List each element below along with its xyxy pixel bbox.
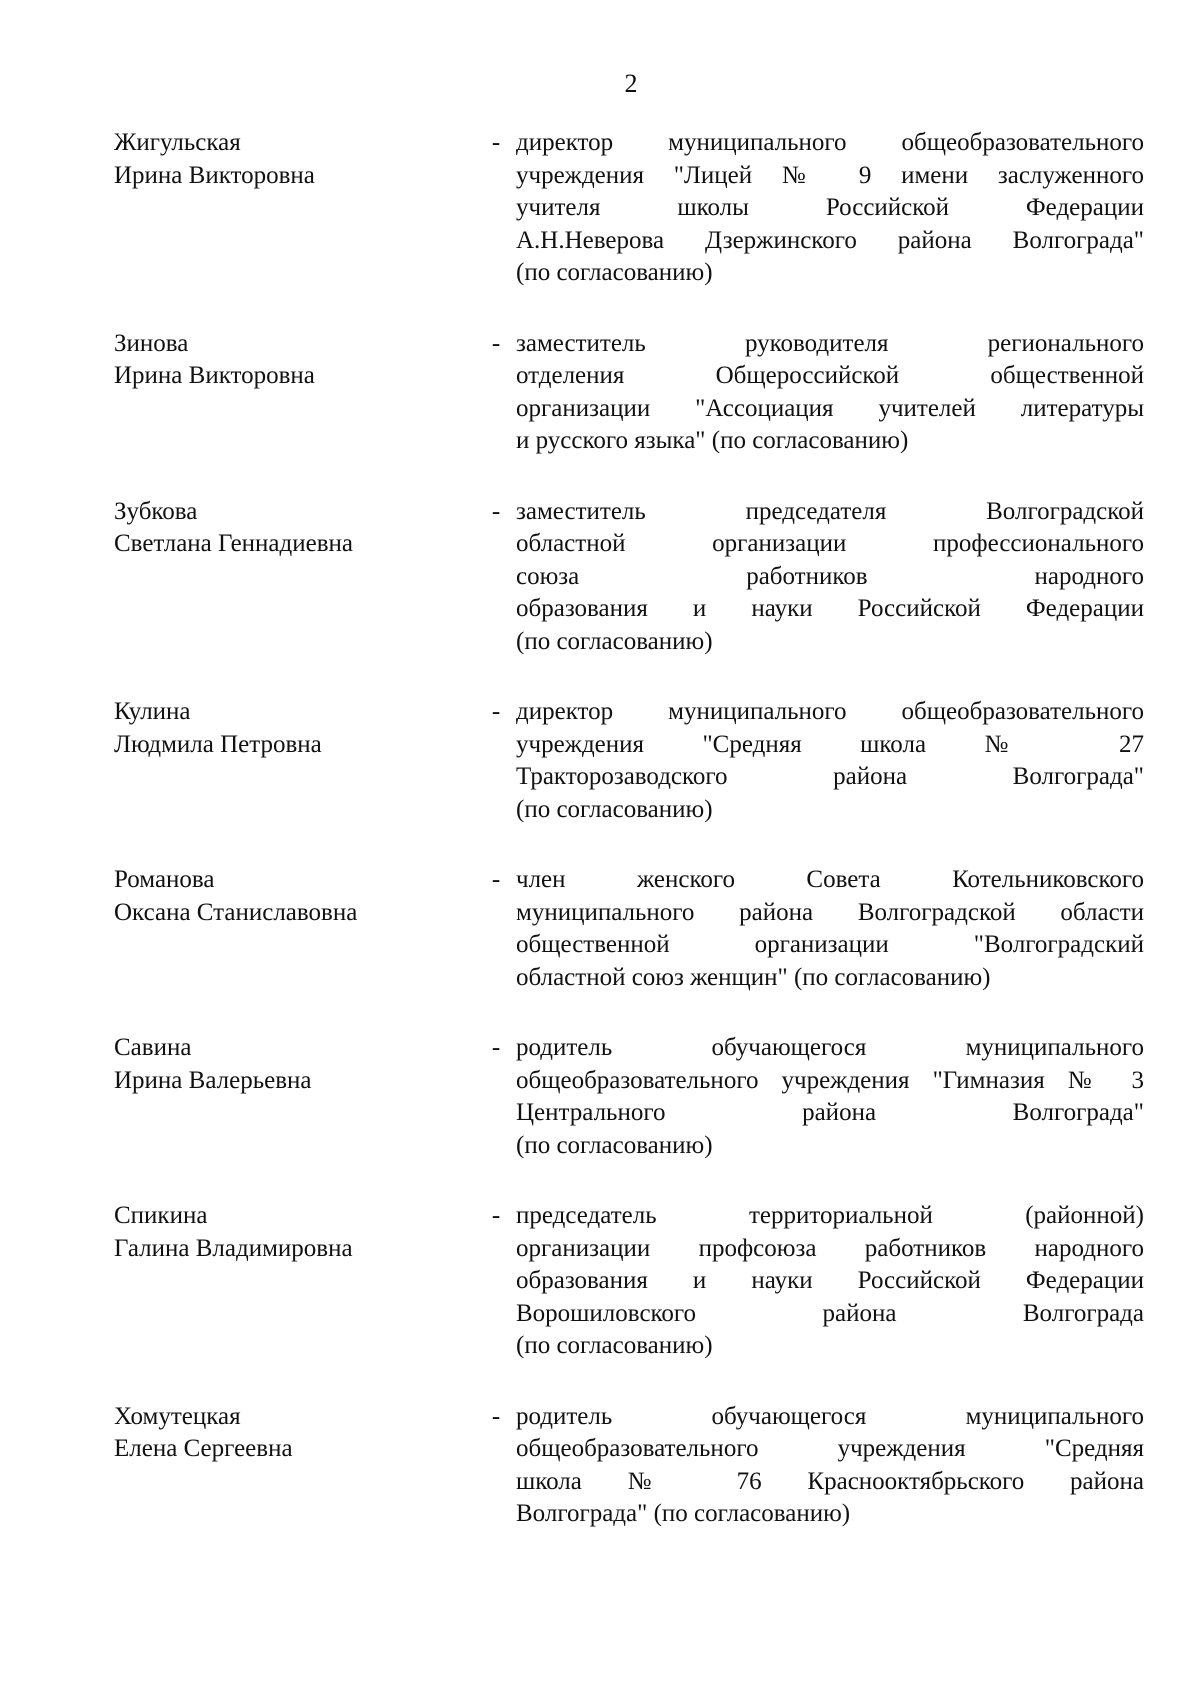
member-name	[114, 328, 476, 458]
member-surname: Жигульская	[114, 129, 241, 156]
position-line: заместитель председателя Волгоградской	[516, 497, 1144, 525]
member-name	[114, 1032, 476, 1162]
position-line: и русского языка" (по согласованию)	[516, 427, 909, 454]
member-position	[516, 1032, 1144, 1162]
member-entry	[114, 864, 1144, 994]
member-given-names: Оксана Станиславовна	[114, 898, 358, 926]
page-number: 2	[624, 69, 638, 98]
position-line: образования и науки Российской Федерации	[516, 595, 1144, 622]
member-position	[516, 1401, 1144, 1531]
position-line: учреждения "Лицей № 9 имени заслуженного	[516, 161, 1144, 189]
separator-dash: -	[491, 497, 501, 525]
member-entry	[114, 328, 1144, 458]
separator-dash: -	[491, 1402, 501, 1430]
member-given-names: Ирина Валерьевна	[114, 1066, 312, 1094]
position-line: учителя школы Российской Федерации	[516, 194, 1144, 221]
position-line: организации "Ассоциация учителей литературы	[516, 394, 1144, 422]
position-line: организации профсоюза работников народного	[516, 1234, 1144, 1262]
position-line: общеобразовательного учреждения "Средняя	[516, 1435, 1144, 1462]
position-line: (по согласованию)	[516, 1131, 713, 1159]
member-entry	[114, 1200, 1144, 1363]
member-name	[114, 696, 476, 826]
member-entry	[114, 127, 1144, 290]
position-line: Ворошиловского района Волгограда	[516, 1299, 1144, 1327]
position-line: (по согласованию)	[516, 627, 713, 655]
position-line: муниципального района Волгоградской области	[516, 898, 1144, 926]
member-given-names: Галина Владимировна	[114, 1234, 353, 1262]
position-line: А.Н.Неверова Дзержинского района Волгограда"	[516, 226, 1144, 254]
member-position	[516, 1200, 1144, 1363]
member-position	[516, 328, 1144, 458]
position-line: (по согласованию)	[516, 259, 713, 286]
position-line: областной организации профессионального	[516, 530, 1144, 557]
position-line: областной союз женщин" (по согласованию)	[516, 963, 991, 991]
member-position	[516, 864, 1144, 994]
separator-dash: -	[491, 329, 501, 357]
member-position	[516, 696, 1144, 826]
position-line: директор муниципального общеобразовательного	[516, 698, 1144, 725]
member-position	[516, 496, 1144, 659]
separator-dash: -	[491, 1034, 501, 1061]
position-line: школа № 76 Краснооктябрьского района	[516, 1467, 1144, 1495]
position-line: (по согласованию)	[516, 795, 713, 823]
position-line: общеобразовательного учреждения "Гимназия № 3	[516, 1066, 1144, 1094]
separator-dash: -	[491, 1202, 501, 1229]
member-surname: Кулина	[114, 698, 191, 725]
member-name	[114, 864, 476, 994]
position-line: союза работников народного	[516, 562, 1144, 590]
member-name	[114, 1401, 476, 1531]
position-line: Тракторозаводского района Волгограда"	[516, 763, 1144, 790]
member-surname: Зинова	[114, 329, 189, 357]
member-name	[114, 496, 476, 659]
separator-dash: -	[491, 129, 501, 156]
position-line: родитель обучающегося муниципального	[516, 1034, 1144, 1061]
position-line: образования и науки Российской Федерации	[516, 1267, 1144, 1294]
member-name	[114, 127, 476, 290]
member-given-names: Ирина Викторовна	[114, 161, 315, 189]
position-line: директор муниципального общеобразовательного	[516, 129, 1144, 156]
member-surname: Зубкова	[114, 497, 198, 525]
position-line: председатель территориальной (районной)	[516, 1202, 1144, 1229]
member-entry	[114, 1401, 1144, 1531]
member-entry	[114, 696, 1144, 826]
member-list	[114, 127, 1144, 1569]
member-entry	[114, 1032, 1144, 1162]
member-surname: Савина	[114, 1034, 192, 1061]
position-line: учреждения "Средняя школа № 27	[516, 730, 1144, 758]
separator-dash: -	[491, 866, 501, 893]
member-entry	[114, 496, 1144, 659]
member-given-names: Ирина Викторовна	[114, 362, 315, 389]
position-line: заместитель руководителя регионального	[516, 329, 1144, 357]
position-line: родитель обучающегося муниципального	[516, 1402, 1144, 1430]
position-line: общественной организации "Волгоградский	[516, 931, 1144, 958]
member-given-names: Светлана Геннадиевна	[114, 530, 354, 557]
member-surname: Романова	[114, 866, 215, 893]
member-surname: Хомутецкая	[114, 1402, 241, 1430]
member-name	[114, 1200, 476, 1363]
member-surname: Спикина	[114, 1202, 208, 1229]
position-line: член женского Совета Котельниковского	[516, 866, 1144, 893]
member-given-names: Елена Сергеевна	[114, 1435, 293, 1462]
member-position	[516, 127, 1144, 290]
position-line: (по согласованию)	[516, 1332, 713, 1359]
separator-dash: -	[491, 698, 501, 725]
position-line: Центрального района Волгограда"	[516, 1099, 1144, 1126]
position-line: Волгограда" (по согласованию)	[516, 1500, 851, 1527]
position-line: отделения Общероссийской общественной	[516, 362, 1144, 389]
member-given-names: Людмила Петровна	[114, 730, 322, 758]
